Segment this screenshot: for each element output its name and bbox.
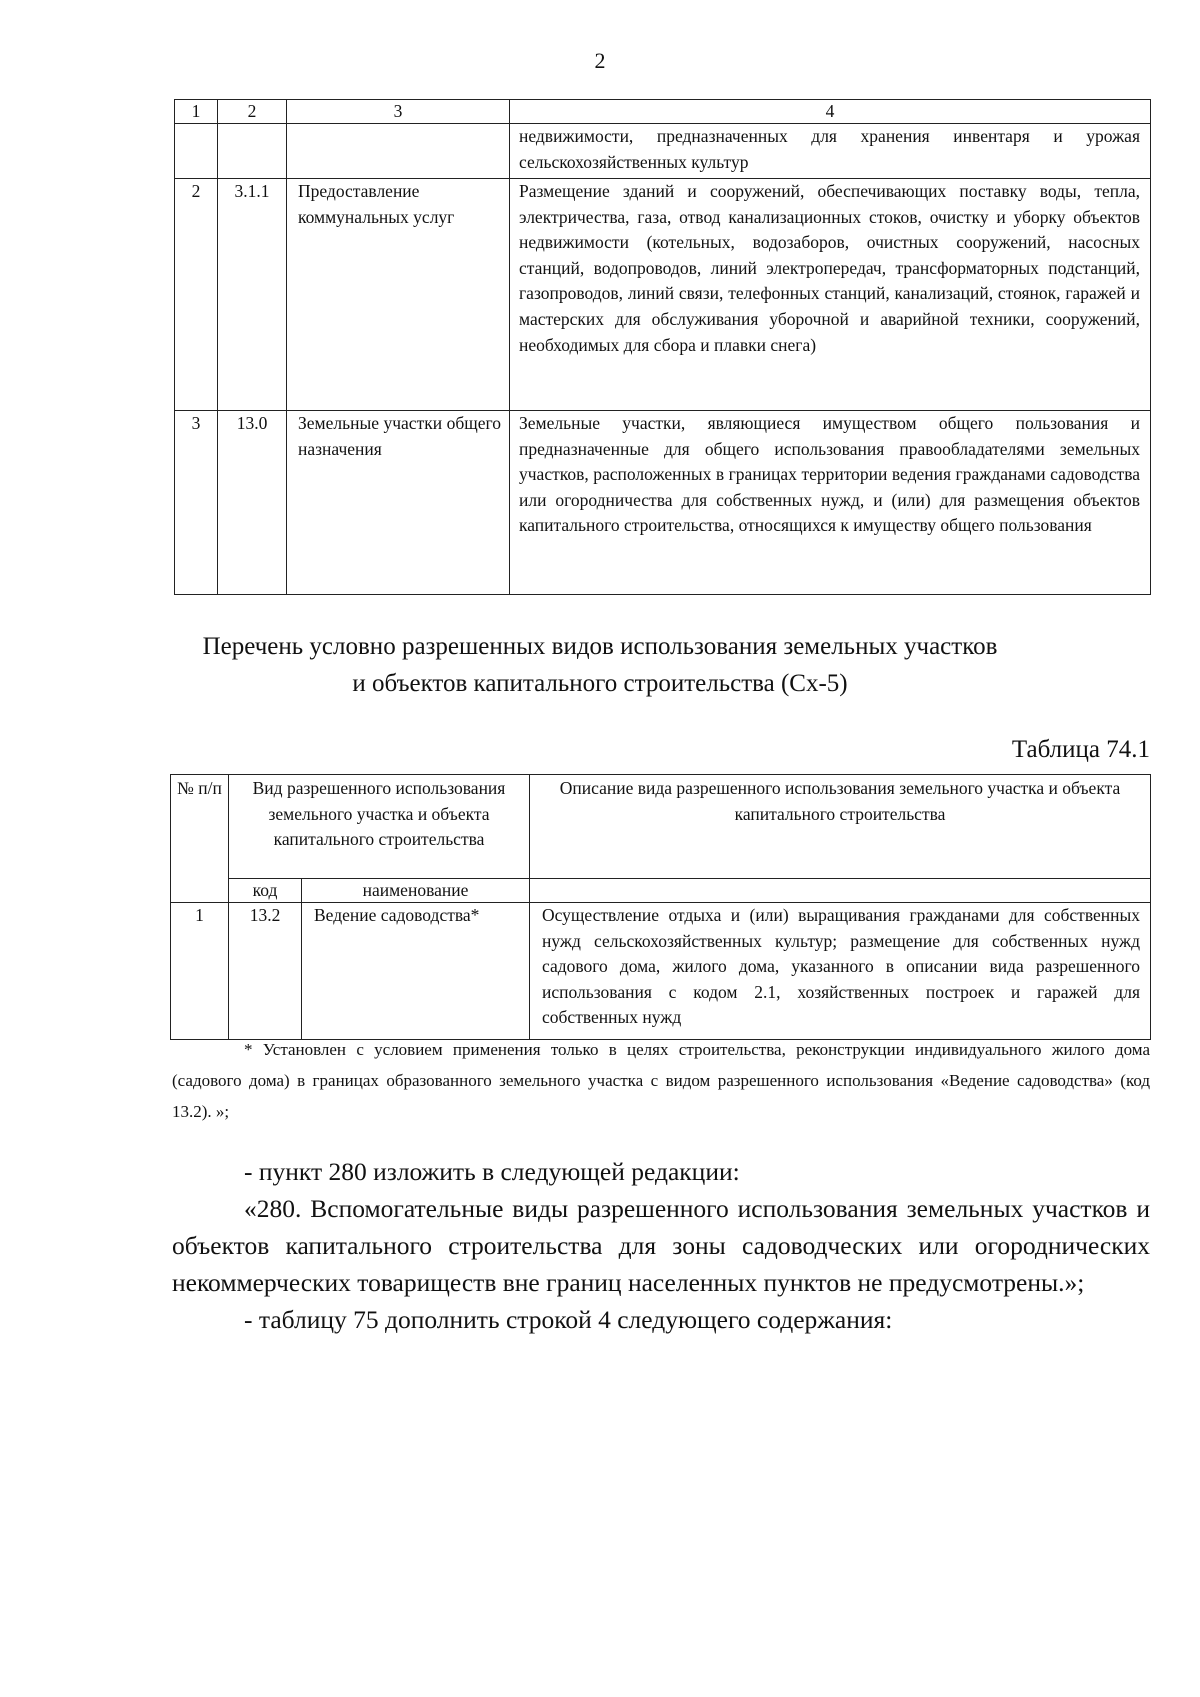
table-subheader-row	[171, 879, 1151, 903]
header-cell: 2	[218, 100, 287, 124]
table-header-row	[175, 100, 1151, 124]
heading-line-1: Перечень условно разрешенных видов использования земельных участков	[202, 633, 998, 660]
subheader-code: код	[229, 879, 302, 903]
section-heading	[0, 628, 1200, 702]
header-cell: 4	[510, 100, 1151, 124]
row-code: 13.0	[218, 411, 287, 595]
header-use-kind: Вид разрешенного использования земельного участка и объекта капитального строительства	[229, 775, 530, 879]
row-description: недвижимости, предназначенных для хранения инвентаря и урожая сельскохозяйственных культур	[510, 124, 1151, 179]
row-description: Осуществление отдыха и (или) выращивания гражданами для собственных нужд сельскохозяйственных культур; размещение для собственных нужд садового дома, жилого дома, указанного в описании вида разрешенного использования с кодом 2.1, хозяйственных построек и гаражей для собственных нужд	[530, 903, 1151, 1040]
row-name	[287, 124, 510, 179]
row-code	[218, 124, 287, 179]
permitted-use-table-continuation	[174, 99, 1151, 595]
row-code: 13.2	[229, 903, 302, 1040]
header-cell: 3	[287, 100, 510, 124]
row-name: Земельные участки общего назначения	[287, 411, 510, 595]
row-name: Предоставление коммунальных услуг	[287, 179, 510, 411]
conditional-use-table	[170, 774, 1151, 1040]
paragraph: «280. Вспомогательные виды разрешенного использования земельных участков и объектов капитального строительства для зоны садоводческих или огороднических некоммерческих товариществ вне границ населенных пунктов не предусмотрены.»;	[172, 1194, 1150, 1297]
table-row	[175, 124, 1151, 179]
row-number	[175, 124, 218, 179]
paragraph: - пункт 280 изложить в следующей редакции:	[244, 1157, 740, 1186]
row-number: 3	[175, 411, 218, 595]
row-name: Ведение садоводства*	[302, 903, 530, 1040]
table-footnote: * Установлен с условием применения только в целях строительства, реконструкции индивидуального жилого дома (садового дома) в границах образованного земельного участка с видом разрешенного использования «Ведение садоводства» (код 13.2). »;	[172, 1040, 1150, 1121]
page-number: 2	[594, 48, 606, 73]
table-row	[171, 903, 1151, 1040]
header-number: № п/п	[171, 775, 229, 903]
row-description: Земельные участки, являющиеся имуществом общего пользования и предназначенные для общего использования правообладателями земельных участков, расположенных в границах территории ведения гражданами садоводства или огородничества для собственных нужд, и (или) для размещения объектов капитального строительства, относящихся к имуществу общего пользования	[510, 411, 1151, 595]
row-code: 3.1.1	[218, 179, 287, 411]
header-description: Описание вида разрешенного использования земельного участка и объекта капитального строительства	[530, 775, 1151, 879]
table-caption: Таблица 74.1	[1011, 736, 1150, 763]
subheader-empty	[530, 879, 1151, 903]
table-header-row	[171, 775, 1151, 879]
subheader-name: наименование	[302, 879, 530, 903]
heading-line-2: и объектов капитального строительства (Сх-5)	[352, 670, 848, 697]
row-description: Размещение зданий и сооружений, обеспечивающих поставку воды, тепла, электричества, газа, отвод канализационных стоков, очистку и уборку объектов недвижимости (котельных, водозаборов, очистных сооружений, насосных станций, водопроводов, линий электропередач, трансформаторных подстанций, газопроводов, линий связи, телефонных станций, канализаций, стоянок, гаражей и мастерских для обслуживания уборочной и аварийной техники, сооружений, необходимых для сбора и плавки снега)	[510, 179, 1151, 411]
header-cell: 1	[175, 100, 218, 124]
row-number: 2	[175, 179, 218, 411]
body-text	[172, 1153, 1150, 1338]
table-row	[175, 179, 1151, 411]
row-number: 1	[171, 903, 229, 1040]
table-row	[175, 411, 1151, 595]
paragraph: - таблицу 75 дополнить строкой 4 следующего содержания:	[244, 1305, 893, 1334]
